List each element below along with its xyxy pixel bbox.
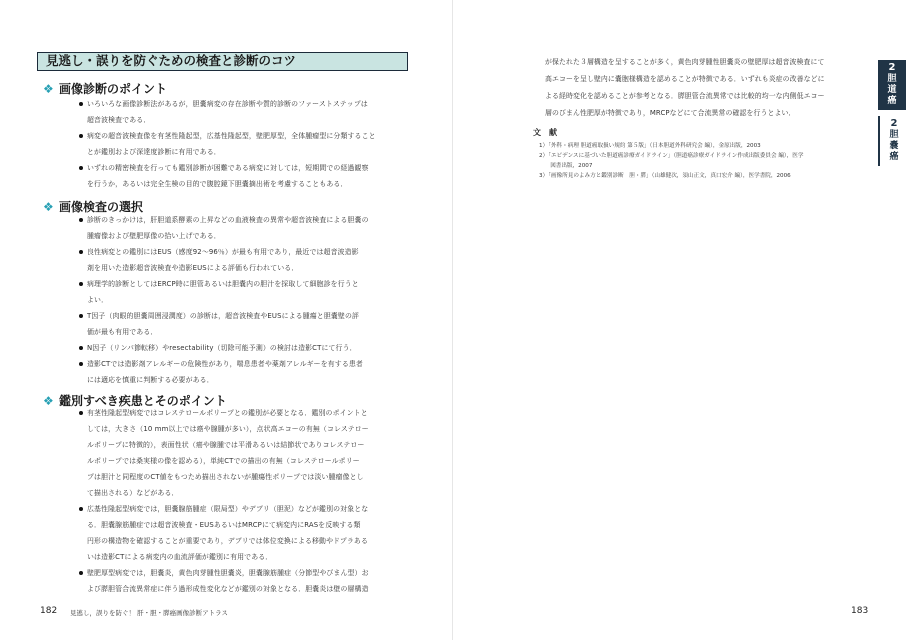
text-line-content: には適応を慎重に判断する必要がある． — [87, 376, 214, 384]
text-line-content: 有茎性隆起型病変ではコレステロールポリープとの鑑別が必要となる．鑑別のポイントと — [87, 409, 368, 417]
text-line — [87, 176, 415, 192]
box-title: 見逃し・誤りを防ぐための検査と診断のコツ — [37, 52, 408, 71]
text-line — [87, 112, 415, 128]
diamond-icon: ❖ — [43, 394, 54, 408]
text-line — [87, 340, 415, 356]
bullet-icon — [79, 134, 83, 138]
text-line — [87, 228, 415, 244]
text-line-content: 腫瘤像および壁肥厚像の拾い上げである． — [87, 232, 221, 240]
right-page — [453, 0, 906, 640]
text-line — [87, 128, 415, 144]
page-number-left: 182 — [40, 606, 58, 616]
text-line — [87, 308, 415, 324]
text-line — [87, 292, 415, 308]
text-line-content: 診断のきっかけは，肝胆道系酵素の上昇などの血液検査の異常や超音波検査による胆嚢の — [87, 216, 369, 224]
bullet-icon — [79, 362, 83, 366]
reference-item: 3）「画像所見のよみ方と鑑別診断 胆・膵」（山雄健次，須山正文，真口宏介 編），医学書院，2006 — [539, 173, 791, 179]
text-line — [87, 501, 415, 517]
text-line-content: とが鑑別および深達度診断に有用である． — [87, 148, 221, 156]
bullet-icon — [79, 102, 83, 106]
page-number-right: 183 — [851, 606, 869, 616]
text-line-content: て描出される）などがある． — [87, 489, 179, 497]
text-line — [87, 144, 415, 160]
text-line-content: よび膵胆管合流異常症に伴う過形成性変化などが鑑別の対象となる．胆嚢炎は壁の層構造 — [87, 585, 369, 593]
bullet-icon — [79, 314, 83, 318]
bullet-icon — [79, 411, 83, 415]
bullet-icon — [79, 282, 83, 286]
text-line — [87, 372, 415, 388]
text-line — [87, 324, 415, 340]
text-line — [87, 212, 415, 228]
text-line-content: 価が最も有用である． — [87, 328, 158, 336]
text-line — [87, 517, 415, 533]
text-line — [87, 160, 415, 176]
text-line: が保たれた３層構造を呈することが多く，黄色肉芽腫性胆嚢炎の壁肥厚は超音波検査にて — [545, 58, 825, 66]
text-line-content: 良性病変との鑑別にはEUS（感度92〜96％）が最も有用であり，最近では超音波造影 — [87, 248, 359, 256]
section-heading-imaging-points — [43, 80, 167, 97]
text-line-content: いずれの精密検査を行っても鑑別診断が困難である病変に対しては，短期間での経過観察 — [87, 164, 369, 172]
text-line-content: しては，大きさ（10 mm以上では癌や腺腫が多い），点状高エコーの有無（コレステロー — [87, 425, 369, 433]
diamond-icon: ❖ — [43, 82, 54, 96]
text-line-content: プは胆汁と同程度のCT値をもつため描出されないが腫瘍性ポリープでは淡い腫瘤像とし — [87, 473, 364, 481]
text-line — [87, 581, 415, 597]
side-tab-number: 2 — [890, 118, 898, 129]
text-line — [87, 276, 415, 292]
section-heading-text: 画像検査の選択 — [59, 200, 144, 214]
bullet-icon — [79, 346, 83, 350]
text-line — [87, 453, 415, 469]
diamond-icon: ❖ — [43, 200, 54, 214]
reference-item: 2）「エビデンスに基づいた胆道癌診療ガイドライン」（胆道癌診療ガイドライン作成出版委員会 編），医学 — [539, 153, 804, 159]
bullet-icon — [79, 166, 83, 170]
text-line: よる経時変化を認めることが参考となる．膵胆管合流異常では比較的均一な内側低エコー — [545, 92, 825, 100]
text-line — [87, 437, 415, 453]
text-line-content: を行うか，あるいは完全生検の目的で腹腔鏡下胆嚢摘出術を考慮することもある． — [87, 180, 348, 188]
text-line: 層のびまん性肥厚が特徴であり，MRCPなどにて合流異常の確認を行うとよい． — [545, 109, 796, 117]
text-line-content: いろいろな画像診断法があるが，胆嚢病変の存在診断や質的診断のファーストステップは — [87, 100, 368, 108]
text-line — [87, 549, 415, 565]
section-list-differential — [87, 405, 415, 597]
text-line-content: N因子（リンパ節転移）やresectability（切除可能予測）の検討は造影CTにて行う． — [87, 344, 357, 352]
side-tab-label: 胆 嚢 癌 — [889, 130, 899, 162]
text-line-content: 造影CTでは造影剤アレルギーの危険性があり，喘息患者や薬剤アレルギーを有する患者 — [87, 360, 363, 368]
text-line — [87, 260, 415, 276]
text-line-content: 剤を用いた造影超音波検査や造影EUSによる評価も行われている． — [87, 264, 299, 272]
text-line-content: ルポリープに特徴的），表面性状（癌や腺腫では平滑あるいは結節状でありコレステロー — [87, 441, 365, 449]
reference-item: 1）「外科・病理 胆道癌取扱い規約 第５版」（日本胆道外科研究会 編），金原出版，2003 — [539, 143, 761, 149]
text-line-content: よい． — [87, 296, 109, 304]
section-list-exam-selection — [87, 212, 415, 388]
text-line — [87, 356, 415, 372]
references-list — [539, 141, 869, 181]
text-line-content: ルポリープでは桑実様の像を認める），単純CTでの描出の有無（コレステロールポリー — [87, 457, 360, 465]
text-line-content: 円形の構造物を確認することが重要であり，デブリでは体位変換による移動やドプラある — [87, 537, 369, 545]
section-heading-text: 画像診断のポイント — [59, 82, 168, 96]
text-line — [87, 533, 415, 549]
text-line — [87, 565, 415, 581]
side-tab-number: 2 — [888, 62, 896, 73]
bullet-icon — [79, 218, 83, 222]
text-line — [87, 485, 415, 501]
text-line-content: T因子（肉眼的胆嚢周囲浸潤度）の診断は，超音波検査やEUSによる腫瘍と胆嚢壁の評 — [87, 312, 360, 320]
text-line: 高エコーを呈し壁内に嚢胞様構造を認めることが特徴である．いずれも炎症の改善などに — [545, 75, 825, 83]
text-line — [87, 421, 415, 437]
section-list-imaging-points — [87, 96, 415, 192]
bullet-icon — [79, 250, 83, 254]
text-line — [87, 469, 415, 485]
side-tab-gallbladder-cancer — [878, 116, 906, 166]
running-head: 見逃し，誤りを防ぐ！ 肝・胆・膵癌画像診断アトラス — [70, 609, 228, 617]
text-line-content: 病変の超音波検査像を有茎性隆起型，広基性隆起型，壁肥厚型，全体腫瘤型に分類すること — [87, 132, 376, 140]
reference-item: 図書出版，2007 — [539, 163, 593, 169]
text-line — [87, 405, 415, 421]
text-line-content: 病理学的診断としてはERCP時に胆管あるいは胆嚢内の胆汁を採取して細胞診を行うと — [87, 280, 359, 288]
bullet-icon — [79, 571, 83, 575]
side-tab-label: 胆 道 癌 — [887, 74, 897, 106]
references-heading: 文 献 — [533, 128, 557, 137]
text-line-content: 超音波検査である． — [87, 116, 151, 124]
text-line — [87, 244, 415, 260]
text-line-content: 広基性隆起型病変では，胆嚢腺筋腫症（限局型）やデブリ（胆泥）などが鑑別の対象とな — [87, 505, 369, 513]
side-tab-biliary-cancer — [878, 60, 906, 110]
section-heading-text: 鑑別すべき疾患とそのポイント — [59, 394, 227, 408]
text-line — [87, 96, 415, 112]
bullet-icon — [79, 507, 83, 511]
text-line-content: いは造影CTによる病変内の血流評価が鑑別に有用である． — [87, 553, 273, 561]
text-line-content: 壁肥厚型病変では，胆嚢炎，黄色肉芽腫性胆嚢炎，胆嚢腺筋腫症（分節型やびまん型）お — [87, 569, 369, 577]
continued-text — [545, 54, 865, 122]
text-line-content: る．胆嚢腺筋腫症では超音波検査・EUSあるいはMRCPにて病変内にRASを反映する類 — [87, 521, 361, 529]
